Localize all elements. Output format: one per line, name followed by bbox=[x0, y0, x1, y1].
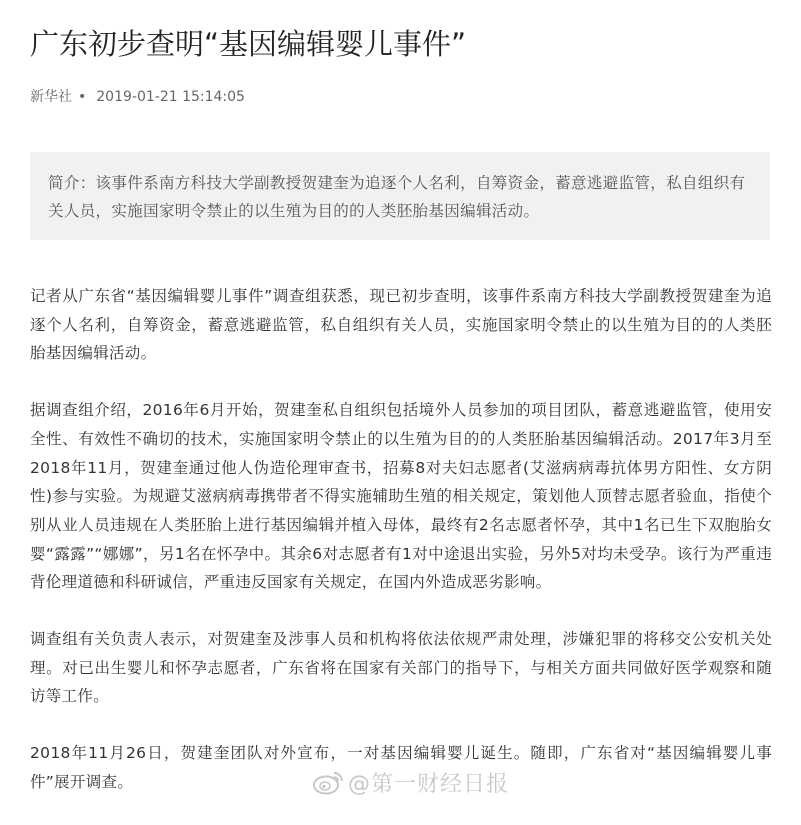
watermark-text: @第一财经日报 bbox=[348, 771, 510, 797]
article-datetime: 2019-01-21 15:14:05 bbox=[96, 89, 245, 105]
article-summary: 简介：该事件系南方科技大学副教授贺建奎为追逐个人名利，自筹资金，蓄意逃避监管，私自组织有关人员，实施国家明令禁止的以生殖为目的的人类胚胎基因编辑活动。 bbox=[48, 174, 746, 220]
weibo-icon bbox=[312, 769, 346, 795]
article-paragraph: 记者从广东省“基因编辑婴儿事件”调查组获悉，现已初步查明，该事件系南方科技大学副教授贺建奎为追逐个人名利，自筹资金，蓄意逃避监管，私自组织有关人员，实施国家明令禁止的以生殖为目的的人类胚胎基因编辑活动。 bbox=[30, 287, 772, 363]
article-meta bbox=[30, 86, 245, 108]
meta-separator: • bbox=[78, 89, 87, 105]
watermark bbox=[312, 766, 509, 798]
article-summary-box bbox=[30, 152, 770, 240]
article-paragraph: 2018年11月26日，贺建奎团队对外宣布，一对基因编辑婴儿诞生。随即，广东省对“基因编辑婴儿事件”展开调查。 bbox=[30, 744, 772, 791]
article-paragraph: 据调查组介绍，2016年6月开始，贺建奎私自组织包括境外人员参加的项目团队，蓄意逃避监管，使用安全性、有效性不确切的技术，实施国家明令禁止的以生殖为目的的人类胚胎基因编辑活动。2017年3月至2018年11月，贺建奎通过他人伪造伦理审查书，招募8对夫妇志愿者(艾滋病病毒抗体男方阳性、女方阴性)参与实验。为规避艾滋病病毒携带者不得实施辅助生殖的相关规定，策划他人顶替志愿者验血，指使个别从业人员违规在人类胚胎上进行基因编辑并植入母体，最终有2名志愿者怀孕，其中1名已生下双胞胎女婴“露露”“娜娜”，另1名在怀孕中。其余6对志愿者有1对中途退出实验，另外5对均未受孕。该行为严重违背伦理道德和科研诚信，严重违反国家有关规定，在国内外造成恶劣影响。 bbox=[30, 401, 772, 592]
article-body bbox=[30, 282, 772, 825]
article-source: 新华社 bbox=[30, 89, 72, 105]
article-title: 广东初步查明“基因编辑婴儿事件” bbox=[30, 27, 467, 61]
article-paragraph: 调查组有关负责人表示，对贺建奎及涉事人员和机构将依法依规严肃处理，涉嫌犯罪的将移交公安机关处理。对已出生婴儿和怀孕志愿者，广东省将在国家有关部门的指导下，与相关方面共同做好医学观察和随访等工作。 bbox=[30, 630, 772, 706]
